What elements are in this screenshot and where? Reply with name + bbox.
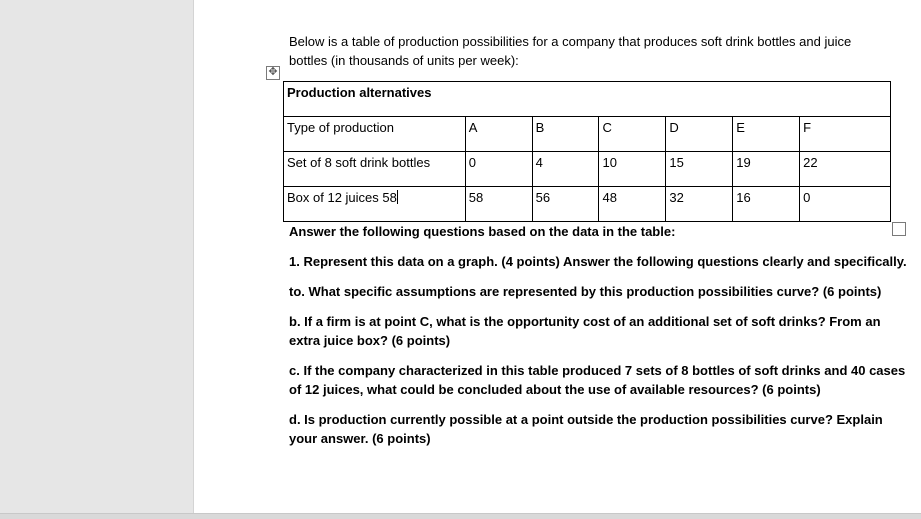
- table-cell[interactable]: 32: [666, 187, 733, 222]
- table-cell-editing[interactable]: [284, 187, 466, 222]
- table-cell[interactable]: 56: [532, 187, 599, 222]
- question-d: d. Is production currently possible at a point outside the production possibilities curve? Explain your answer. (6 points): [289, 412, 883, 446]
- table-title[interactable]: Production alternatives: [284, 82, 891, 117]
- table-row: [284, 117, 891, 152]
- question-b: b. If a firm is at point C, what is the opportunity cost of an additional set of soft drinks? From an extra juice box? (6 points): [289, 314, 881, 348]
- table-cell[interactable]: Set of 8 soft drink bottles: [284, 152, 466, 187]
- questions-intro: Answer the following questions based on the data in the table:: [289, 224, 676, 239]
- table-cell[interactable]: 4: [532, 152, 599, 187]
- question-c: c. If the company characterized in this table produced 7 sets of 8 bottles of soft drinks and 40 cases of 12 juices, what could be concluded about the use of available resources? (6 points): [289, 363, 906, 397]
- table-cell[interactable]: 0: [465, 152, 532, 187]
- table-cell[interactable]: E: [733, 117, 800, 152]
- table-cell[interactable]: 19: [733, 152, 800, 187]
- move-icon[interactable]: ✥: [266, 66, 280, 80]
- table-cell[interactable]: 48: [599, 187, 666, 222]
- table-cell[interactable]: 15: [666, 152, 733, 187]
- left-gutter: [0, 0, 194, 513]
- table-cell[interactable]: 58: [465, 187, 532, 222]
- table-cell[interactable]: 0: [800, 187, 891, 222]
- question-a: to. What specific assumptions are represented by this production possibilities curve? (6 points): [289, 284, 882, 299]
- table-title-row: [284, 82, 891, 117]
- question-1: 1. Represent this data on a graph. (4 points) Answer the following questions clearly and specifically.: [289, 254, 907, 269]
- text-caret: [397, 190, 398, 204]
- bottom-status-bar: [0, 513, 921, 519]
- table-cell[interactable]: 22: [800, 152, 891, 187]
- table-cell[interactable]: B: [532, 117, 599, 152]
- table-row: [284, 187, 891, 222]
- questions-section: [289, 222, 914, 459]
- table-cell-text: Box of 12 juices 58: [287, 190, 397, 205]
- intro-paragraph: Below is a table of production possibilities for a company that produces soft drink bottles and juice bottles (in thousands of units per week):: [289, 34, 852, 68]
- table-cell[interactable]: C: [599, 117, 666, 152]
- table-cell[interactable]: 16: [733, 187, 800, 222]
- table-cell[interactable]: Type of production: [284, 117, 466, 152]
- table-cell[interactable]: 10: [599, 152, 666, 187]
- table-cell[interactable]: D: [666, 117, 733, 152]
- table-cell[interactable]: A: [465, 117, 532, 152]
- table-row: [284, 152, 891, 187]
- table-cell[interactable]: F: [800, 117, 891, 152]
- production-table[interactable]: [283, 81, 891, 222]
